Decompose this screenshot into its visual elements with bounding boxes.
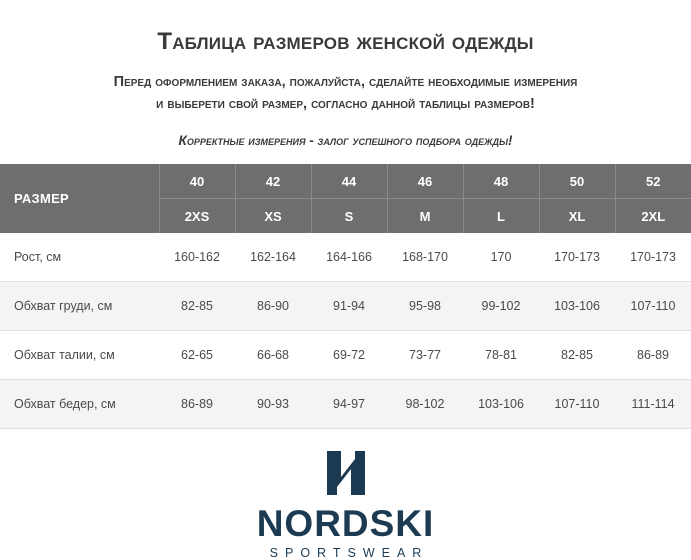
table-cell: 86-90 bbox=[235, 282, 311, 331]
header-size-numeric: 46 bbox=[387, 164, 463, 199]
logo-tagline: SPORTSWEAR bbox=[269, 546, 429, 560]
table-cell: 66-68 bbox=[235, 331, 311, 380]
nordski-mark-icon bbox=[315, 447, 377, 499]
header-size-letter: 2XS bbox=[159, 199, 235, 234]
header-size-letter: L bbox=[463, 199, 539, 234]
size-table-head bbox=[0, 164, 691, 233]
header-size-numeric: 44 bbox=[311, 164, 387, 199]
table-row bbox=[0, 233, 691, 282]
table-cell: 86-89 bbox=[159, 380, 235, 429]
header-size-numeric: 40 bbox=[159, 164, 235, 199]
table-cell: 160-162 bbox=[159, 233, 235, 282]
row-label: Обхват талии, см bbox=[0, 331, 159, 380]
table-cell: 73-77 bbox=[387, 331, 463, 380]
table-cell: 69-72 bbox=[311, 331, 387, 380]
size-table-container bbox=[0, 164, 691, 429]
header-size-numeric: 48 bbox=[463, 164, 539, 199]
brand-logo bbox=[0, 447, 691, 560]
header-size-letter: XL bbox=[539, 199, 615, 234]
table-cell: 107-110 bbox=[615, 282, 691, 331]
header-corner-label: РАЗМЕР bbox=[0, 164, 159, 233]
logo-wordmark: NORDSKI bbox=[256, 503, 435, 545]
table-cell: 168-170 bbox=[387, 233, 463, 282]
header-size-letter: 2XL bbox=[615, 199, 691, 234]
table-cell: 170-173 bbox=[615, 233, 691, 282]
subtitle-line-2: и выберети свой размер, согласно данной таблицы размеров! bbox=[156, 95, 535, 112]
table-row bbox=[0, 380, 691, 429]
table-row bbox=[0, 331, 691, 380]
table-cell: 82-85 bbox=[159, 282, 235, 331]
table-cell: 99-102 bbox=[463, 282, 539, 331]
page-title: Таблица размеров женской одежды bbox=[157, 28, 534, 56]
table-cell: 95-98 bbox=[387, 282, 463, 331]
table-cell: 98-102 bbox=[387, 380, 463, 429]
header-size-numeric: 42 bbox=[235, 164, 311, 199]
table-cell: 86-89 bbox=[615, 331, 691, 380]
table-cell: 62-65 bbox=[159, 331, 235, 380]
size-chart-page bbox=[0, 16, 691, 560]
table-cell: 164-166 bbox=[311, 233, 387, 282]
table-cell: 103-106 bbox=[463, 380, 539, 429]
size-table-body bbox=[0, 233, 691, 429]
table-cell: 170-173 bbox=[539, 233, 615, 282]
header-size-letter: S bbox=[311, 199, 387, 234]
page-subtitle bbox=[0, 72, 691, 116]
table-cell: 170 bbox=[463, 233, 539, 282]
header-size-letter: M bbox=[387, 199, 463, 234]
table-cell: 91-94 bbox=[311, 282, 387, 331]
header-size-numeric: 50 bbox=[539, 164, 615, 199]
header-size-letter: XS bbox=[235, 199, 311, 234]
table-cell: 107-110 bbox=[539, 380, 615, 429]
table-row bbox=[0, 282, 691, 331]
table-cell: 94-97 bbox=[311, 380, 387, 429]
page-note: Корректные измерения - залог успешного подбора одежды! bbox=[178, 133, 513, 149]
size-table bbox=[0, 164, 691, 429]
header-size-numeric: 52 bbox=[615, 164, 691, 199]
table-cell: 90-93 bbox=[235, 380, 311, 429]
table-cell: 111-114 bbox=[615, 380, 691, 429]
row-label: Обхват бедер, см bbox=[0, 380, 159, 429]
subtitle-line-1: Перед оформлением заказа, пожалуйста, сделайте необходимые измерения bbox=[113, 73, 578, 90]
table-cell: 103-106 bbox=[539, 282, 615, 331]
row-label: Рост, см bbox=[0, 233, 159, 282]
row-label: Обхват груди, см bbox=[0, 282, 159, 331]
table-cell: 82-85 bbox=[539, 331, 615, 380]
table-cell: 78-81 bbox=[463, 331, 539, 380]
table-cell: 162-164 bbox=[235, 233, 311, 282]
header-row-numeric bbox=[0, 164, 691, 199]
